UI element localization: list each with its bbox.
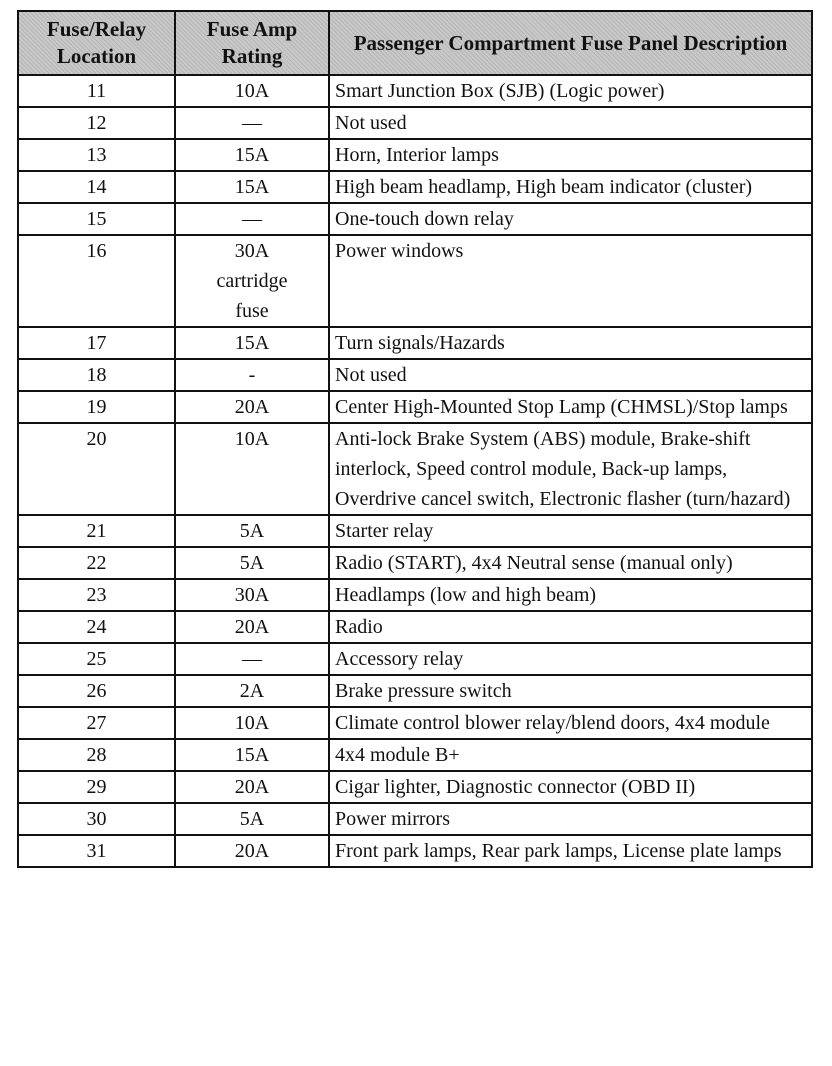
fuse-rating: 15A xyxy=(175,171,329,203)
fuse-location: 30 xyxy=(18,803,175,835)
fuse-location: 31 xyxy=(18,835,175,867)
fuse-location: 26 xyxy=(18,675,175,707)
fuse-description: High beam headlamp, High beam indicator (cluster) xyxy=(329,171,812,203)
fuse-rating: 5A xyxy=(175,515,329,547)
fuse-rating: 5A xyxy=(175,547,329,579)
table-row xyxy=(18,203,812,235)
table-row xyxy=(18,611,812,643)
fuse-location: 24 xyxy=(18,611,175,643)
fuse-description: Cigar lighter, Diagnostic connector (OBD II) xyxy=(329,771,812,803)
fuse-description: Center High-Mounted Stop Lamp (CHMSL)/Stop lamps xyxy=(329,391,812,423)
table-row xyxy=(18,171,812,203)
fuse-rating: 10A xyxy=(175,75,329,107)
fuse-location: 19 xyxy=(18,391,175,423)
fuse-rating: 20A xyxy=(175,835,329,867)
fuse-rating: 20A xyxy=(175,611,329,643)
table-row xyxy=(18,139,812,171)
fuse-location: 14 xyxy=(18,171,175,203)
table-row xyxy=(18,739,812,771)
fuse-rating: 20A xyxy=(175,391,329,423)
header-rating: Fuse Amp Rating xyxy=(175,11,329,75)
table-row xyxy=(18,643,812,675)
fuse-rating: - xyxy=(175,359,329,391)
fuse-description: Turn signals/Hazards xyxy=(329,327,812,359)
table-row xyxy=(18,327,812,359)
table-row xyxy=(18,235,812,327)
table-row xyxy=(18,423,812,515)
fuse-description: 4x4 module B+ xyxy=(329,739,812,771)
fuse-rating: 2A xyxy=(175,675,329,707)
table-row xyxy=(18,75,812,107)
table-row xyxy=(18,391,812,423)
fuse-description: Climate control blower relay/blend doors, 4x4 module xyxy=(329,707,812,739)
fuse-description: One-touch down relay xyxy=(329,203,812,235)
table-row xyxy=(18,359,812,391)
fuse-rating: 30A cartridge fuse xyxy=(175,235,329,327)
fuse-rating: 10A xyxy=(175,423,329,515)
fuse-description: Power windows xyxy=(329,235,812,327)
fuse-description: Anti-lock Brake System (ABS) module, Brake-shift interlock, Speed control module, Back-up lamps, Overdrive cancel switch, Electronic flasher (turn/hazard) xyxy=(329,423,812,515)
table-row xyxy=(18,515,812,547)
fuse-rating: 10A xyxy=(175,707,329,739)
fuse-location: 16 xyxy=(18,235,175,327)
fuse-description: Radio xyxy=(329,611,812,643)
fuse-rating: — xyxy=(175,643,329,675)
fuse-rating: 30A xyxy=(175,579,329,611)
fuse-location: 21 xyxy=(18,515,175,547)
fuse-location: 13 xyxy=(18,139,175,171)
fuse-table xyxy=(17,10,813,868)
header-description: Passenger Compartment Fuse Panel Description xyxy=(329,11,812,75)
header-location: Fuse/Relay Location xyxy=(18,11,175,75)
fuse-description: Starter relay xyxy=(329,515,812,547)
fuse-location: 15 xyxy=(18,203,175,235)
fuse-description: Smart Junction Box (SJB) (Logic power) xyxy=(329,75,812,107)
fuse-location: 25 xyxy=(18,643,175,675)
fuse-location: 28 xyxy=(18,739,175,771)
table-row xyxy=(18,675,812,707)
table-row xyxy=(18,707,812,739)
table-row xyxy=(18,579,812,611)
fuse-description: Power mirrors xyxy=(329,803,812,835)
fuse-rating: 15A xyxy=(175,327,329,359)
fuse-description: Not used xyxy=(329,359,812,391)
fuse-location: 11 xyxy=(18,75,175,107)
header-row xyxy=(18,11,812,75)
fuse-rating: — xyxy=(175,107,329,139)
table-row xyxy=(18,835,812,867)
fuse-location: 23 xyxy=(18,579,175,611)
table-row xyxy=(18,547,812,579)
fuse-description: Horn, Interior lamps xyxy=(329,139,812,171)
table-row xyxy=(18,803,812,835)
table-row xyxy=(18,107,812,139)
fuse-location: 17 xyxy=(18,327,175,359)
fuse-rating: 15A xyxy=(175,739,329,771)
table-row xyxy=(18,771,812,803)
fuse-description: Front park lamps, Rear park lamps, License plate lamps xyxy=(329,835,812,867)
fuse-location: 12 xyxy=(18,107,175,139)
fuse-description: Brake pressure switch xyxy=(329,675,812,707)
fuse-location: 18 xyxy=(18,359,175,391)
fuse-location: 29 xyxy=(18,771,175,803)
fuse-rating: 5A xyxy=(175,803,329,835)
fuse-location: 22 xyxy=(18,547,175,579)
fuse-description: Not used xyxy=(329,107,812,139)
fuse-location: 20 xyxy=(18,423,175,515)
fuse-location: 27 xyxy=(18,707,175,739)
fuse-description: Accessory relay xyxy=(329,643,812,675)
fuse-rating: — xyxy=(175,203,329,235)
fuse-rating: 20A xyxy=(175,771,329,803)
fuse-description: Headlamps (low and high beam) xyxy=(329,579,812,611)
fuse-rating: 15A xyxy=(175,139,329,171)
fuse-description: Radio (START), 4x4 Neutral sense (manual only) xyxy=(329,547,812,579)
